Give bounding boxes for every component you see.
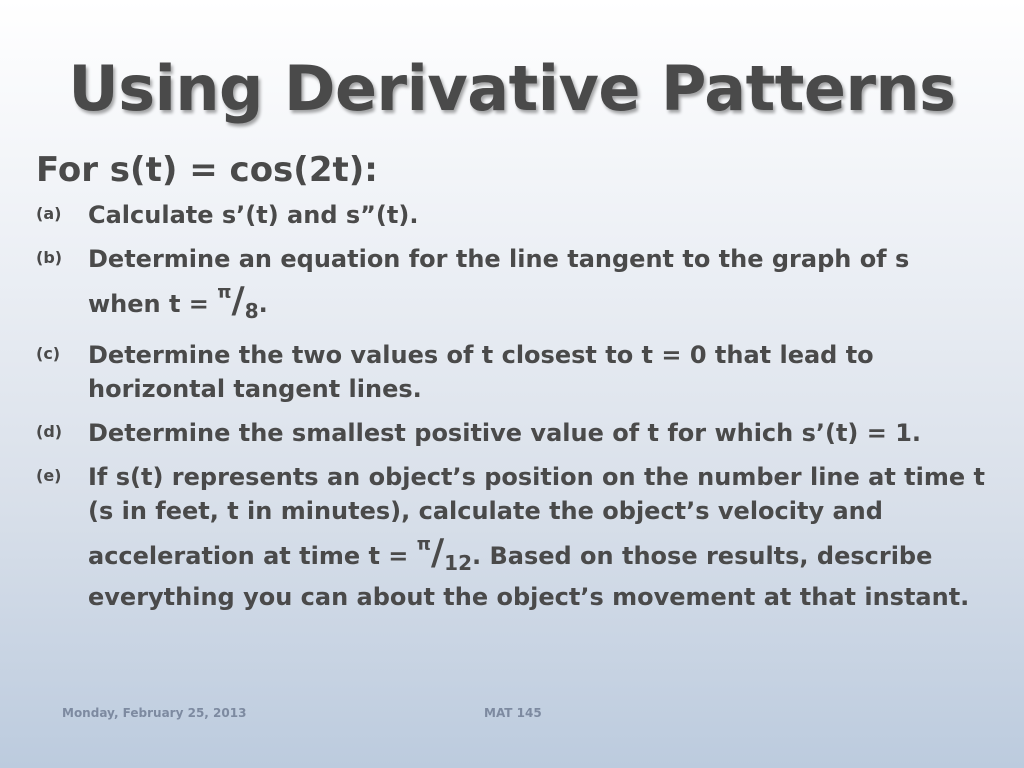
fraction-denominator: 12 [444,551,472,575]
item-text: Determine the smallest positive value of t for which s’(t) = 1. [88,419,922,447]
item-marker: (a) [36,204,62,223]
item-marker: (d) [36,422,63,441]
item-text: Determine the two values of t closest to t = 0 that lead to horizontal tangent lines. [88,341,874,403]
fraction-slash: / [431,532,445,573]
item-text-before: Determine an equation for the line tangent to the graph of s when t = [88,245,910,318]
footer-course: MAT 145 [484,706,542,720]
slide-content [36,150,986,624]
fraction-pi-over-8 [217,280,259,323]
list-item-e [36,460,986,614]
slide-title: Using Derivative Patterns [68,52,956,125]
item-text [88,242,986,328]
item-text-after: . [258,290,268,318]
item-text [88,460,986,614]
fraction-denominator: 8 [244,299,259,323]
fraction-pi-over-12 [416,532,472,575]
item-marker: (b) [36,248,63,267]
list-item-a [36,198,986,232]
item-marker: (e) [36,466,62,485]
item-text-after: . Based on those results, describe everything you can about the object’s movement at that instant. [88,542,970,611]
item-marker: (c) [36,344,61,363]
item-text: Calculate s’(t) and s”(t). [88,201,419,229]
list-item-d [36,416,986,450]
item-text-before: If s(t) represents an object’s position on the number line at time t (s in feet, t in minutes), calculate the object’s velocity and acceleration at time t = [88,463,985,570]
fraction-slash: / [231,280,245,321]
problem-statement: For s(t) = cos(2t): [36,150,378,190]
list-item-c [36,338,986,406]
fraction-numerator: π [217,282,232,303]
footer-date: Monday, February 25, 2013 [62,706,247,720]
list-item-b [36,242,986,328]
fraction-numerator: π [416,534,431,555]
